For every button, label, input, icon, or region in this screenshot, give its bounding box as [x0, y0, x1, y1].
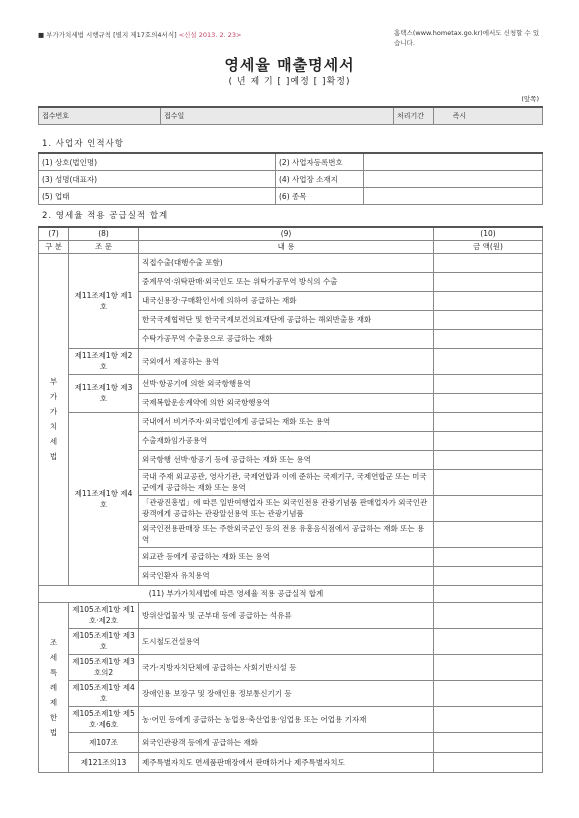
- amount-field[interactable]: [434, 450, 543, 469]
- article-105-1-4: 제105조제1항 제4호: [69, 680, 139, 706]
- amount-field[interactable]: [434, 431, 543, 450]
- table-row: 중계무역·위탁판매·외국인도 또는 위탁가공무역 방식의 수출: [139, 272, 434, 291]
- col7-header: 구 분: [39, 240, 69, 253]
- col9-number: (9): [139, 227, 434, 240]
- table-row: 국제복합운송계약에 의한 외국항행용역: [139, 393, 434, 412]
- page-title: 영세율 매출명세서: [224, 56, 355, 74]
- table-row: 수탁가공무역 수출용으로 공급하는 재화: [139, 329, 434, 348]
- table-row: 한국국제협력단 및 한국국제보건의료재단에 공급하는 해외반출용 재화: [139, 310, 434, 329]
- amount-field[interactable]: [434, 348, 543, 374]
- amount-field[interactable]: [434, 706, 543, 732]
- receipt-date-label: 접수일: [161, 107, 394, 125]
- amount-field[interactable]: [434, 272, 543, 291]
- hometax-note: 홈택스(www.hometax.go.kr)에서도 신청할 수 있습니다.: [394, 29, 540, 47]
- table-row: 「관광진흥법」에 따른 일반여행업자 또는 외국인전용 관광기념품 판매업자가 외국인관광객에게 공급하는 관광알선용역 또는 관광기념품: [139, 495, 434, 521]
- amount-field[interactable]: [434, 291, 543, 310]
- processing-period-value: 즉시: [434, 107, 543, 125]
- receipt-table: [38, 106, 543, 125]
- article-11-1-4: 제11조제1항 제4호: [69, 412, 139, 585]
- article-105-1-3-2: 제105조제1항 제3호의2: [69, 654, 139, 680]
- table-row: 제주특별자치도 면세품판매장에서 판매하거나 제주특별자치도: [139, 752, 434, 772]
- amount-field[interactable]: [434, 732, 543, 752]
- business-item-field[interactable]: [364, 188, 543, 205]
- table-row: 장애인용 보장구 및 장애인용 정보통신기기 등: [139, 680, 434, 706]
- business-address-label: (4) 사업장 소재지: [276, 171, 364, 188]
- business-reg-number-label: (2) 사업자등록번호: [276, 153, 364, 171]
- business-info-table: [38, 152, 543, 205]
- amount-field[interactable]: [434, 310, 543, 329]
- amount-field[interactable]: [434, 469, 543, 495]
- amount-field[interactable]: [434, 374, 543, 393]
- table-row: 외교관 등에게 공급하는 재화 또는 용역: [139, 547, 434, 566]
- section2-title: 2. 영세율 적용 공급실적 합계: [42, 211, 169, 221]
- table-row: 국외에서 제공하는 용역: [139, 348, 434, 374]
- article-105-1-1-2: 제105조제1항 제1호·제2호: [69, 602, 139, 628]
- amount-field[interactable]: [434, 547, 543, 566]
- supply-record-table: [38, 226, 543, 773]
- table-row: 국내에서 비거주자·외국법인에게 공급되는 재화 또는 용역: [139, 412, 434, 431]
- processing-period-label: 처리기간: [394, 107, 434, 125]
- col8-header: 조 문: [69, 240, 139, 253]
- period-subtitle: ( 년 제 기 [ ]예정 [ ]확정): [228, 77, 351, 87]
- table-row: 수출재화임가공용역: [139, 431, 434, 450]
- table-row: 방위산업물자 및 군부대 등에 공급하는 석유류: [139, 602, 434, 628]
- revision-note: <신설 2013. 2. 23>: [178, 31, 242, 39]
- amount-field[interactable]: [434, 628, 543, 654]
- business-reg-number-field[interactable]: [364, 153, 543, 171]
- table-row: 외국인관광객 등에게 공급하는 재화: [139, 732, 434, 752]
- vat-total-amount[interactable]: [434, 585, 543, 602]
- table-row: 도시철도건설용역: [139, 628, 434, 654]
- table-row: 농·어민 등에게 공급하는 농업용·축산업용·임업용 또는 어업용 기자재: [139, 706, 434, 732]
- amount-field[interactable]: [434, 602, 543, 628]
- business-item-label: (6) 종목: [276, 188, 364, 205]
- amount-field[interactable]: [434, 412, 543, 431]
- section1-title: 1. 사업자 인적사항: [42, 139, 124, 149]
- table-row: 국내 주재 외교공관, 영사기관, 국제연합과 이에 준하는 국제기구, 국제연합군 또는 미국군에게 공급하는 재화 또는 용역: [139, 469, 434, 495]
- col9-header: 내 용: [139, 240, 434, 253]
- amount-field[interactable]: [434, 654, 543, 680]
- article-11-1-2: 제11조제1항 제2호: [69, 348, 139, 374]
- table-row: 외국인전용판매장 또는 주한외국군인 등의 전용 유흥음식점에서 공급하는 재화 또는 용역: [139, 521, 434, 547]
- receipt-number-label: 접수번호: [39, 107, 161, 125]
- amount-field[interactable]: [434, 566, 543, 585]
- amount-field[interactable]: [434, 495, 543, 521]
- article-105-1-5-6: 제105조제1항 제5호·제6호: [69, 706, 139, 732]
- business-address-field[interactable]: [364, 171, 543, 188]
- amount-field[interactable]: [434, 680, 543, 706]
- col10-header: 금 액(원): [434, 240, 543, 253]
- table-row: 직접수출(대행수출 포함): [139, 253, 434, 272]
- table-row: 선박·항공기에 의한 외국항행용역: [139, 374, 434, 393]
- vat-act-group: 부가가치세법: [39, 253, 69, 585]
- company-name-field[interactable]: (1) 상호(법인명): [39, 153, 276, 171]
- special-tax-act-group: 조세특례제한법: [39, 602, 69, 772]
- article-107: 제107조: [69, 732, 139, 752]
- col7-number: (7): [39, 227, 69, 240]
- amount-field[interactable]: [434, 393, 543, 412]
- table-row: 외국항행 선박·항공기 등에 공급하는 재화 또는 용역: [139, 450, 434, 469]
- article-105-1-3: 제105조제1항 제3호: [69, 628, 139, 654]
- table-row: 국가·지방자치단체에 공급하는 사회기반시설 등: [139, 654, 434, 680]
- amount-field[interactable]: [434, 752, 543, 772]
- amount-field[interactable]: [434, 329, 543, 348]
- col8-number: (8): [69, 227, 139, 240]
- article-11-1-1: 제11조제1항 제1호: [69, 253, 139, 348]
- table-row: 외국인환자 유치용역: [139, 566, 434, 585]
- business-type-field[interactable]: (5) 업태: [39, 188, 276, 205]
- article-11-1-3: 제11조제1항 제3호: [69, 374, 139, 412]
- table-row: 내국신용장·구매확인서에 의하여 공급하는 재화: [139, 291, 434, 310]
- vat-total-label: (11) 부가가치세법에 따른 영세율 적용 공급실적 합계: [39, 585, 434, 602]
- article-121-13: 제121조의13: [69, 752, 139, 772]
- amount-field[interactable]: [434, 253, 543, 272]
- amount-field[interactable]: [434, 521, 543, 547]
- representative-field[interactable]: (3) 성명(대표자): [39, 171, 276, 188]
- col10-number: (10): [434, 227, 543, 240]
- front-side-label: (앞쪽): [521, 95, 539, 103]
- form-reference-note: ■ 부가가치세법 시행규칙 [별지 제17호의4서식] <신설 2013. 2. 23>: [38, 31, 242, 39]
